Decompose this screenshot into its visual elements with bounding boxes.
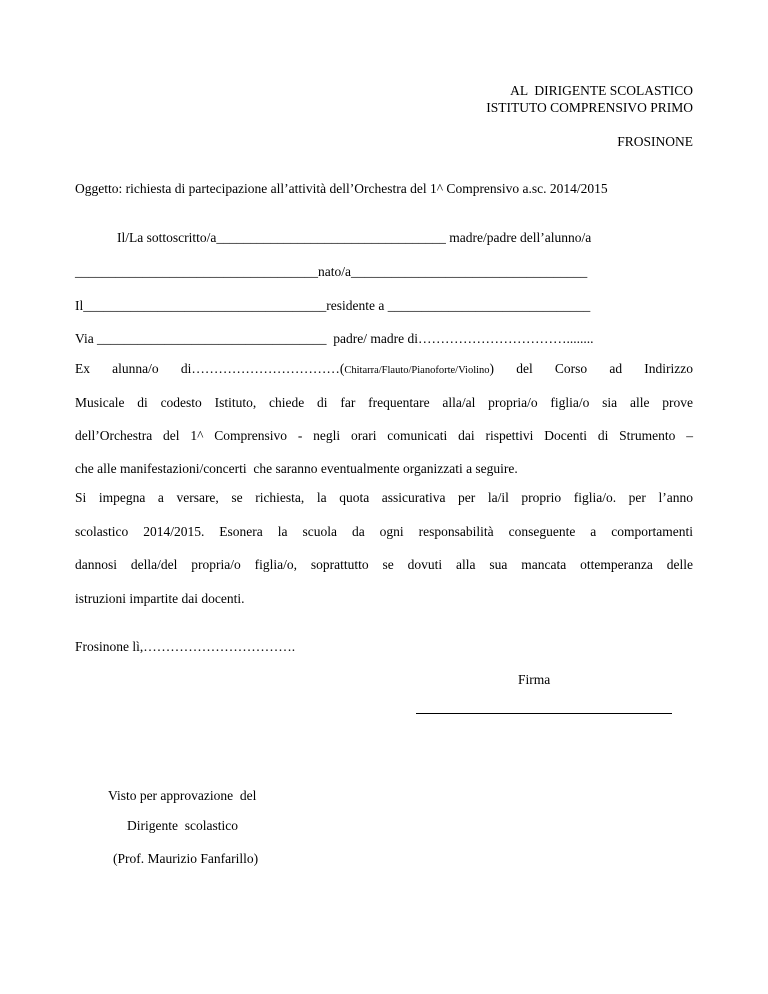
form-line-address: Via __________________________________ padre/ madre di……………………………........: [75, 331, 594, 346]
subject-line: Oggetto: richiesta di partecipazione all’attività dell’Orchestra del 1^ Comprensivo a.sc. 2014/2015: [75, 181, 608, 196]
body-line-6: dannosi della/del propria/o figlia/o, soprattutto se dovuti alla sua mancata ottemperanza delle: [75, 557, 693, 572]
form-line-birth: ____________________________________nato/a___________________________________: [75, 264, 588, 279]
body-line-4: Si impegna a versare, se richiesta, la quota assicurativa per la/il proprio figlia/o. per l’anno: [75, 490, 693, 505]
body-line-3: che alle manifestazioni/concerti che saranno eventualmente organizzati a seguire.: [75, 461, 518, 476]
approval-line-1: Visto per approvazione del: [108, 788, 257, 803]
form-line-residence: Il____________________________________residente a ______________________________: [75, 298, 591, 313]
place-date: Frosinone lì,…………………………….: [75, 639, 296, 654]
course-label: ) del Corso ad Indirizzo: [489, 361, 693, 376]
signature-label: Firma: [518, 672, 551, 687]
instrument-list: Chitarra/Flauto/Pianoforte/Violino: [344, 365, 490, 376]
signature-line: [416, 713, 672, 714]
recipient-line-2: ISTITUTO COMPRENSIVO PRIMO: [486, 100, 693, 115]
body-line-2: dell’Orchestra del 1^ Comprensivo - negli orari comunicati dai rispettivi Docenti di Strumento –: [75, 428, 693, 443]
form-line-applicant: Il/La sottoscritto/a__________________________________ madre/padre dell’alunno/a: [117, 230, 592, 245]
body-line-1: Musicale di codesto Istituto, chiede di far frequentare alla/al propria/o figlia/o sia alle prove: [75, 395, 693, 410]
body-line-5: scolastico 2014/2015. Esonera la scuola da ogni responsabilità conseguente a comportamenti: [75, 524, 693, 539]
approval-line-3: (Prof. Maurizio Fanfarillo): [113, 851, 259, 866]
former-student-label: Ex alunna/o di……………………………(: [75, 361, 345, 376]
body-line-7: istruzioni impartite dai docenti.: [75, 591, 245, 606]
approval-line-2: Dirigente scolastico: [127, 818, 238, 833]
recipient-city: FROSINONE: [617, 134, 693, 149]
form-line-former-student: [75, 361, 693, 377]
recipient-line-1: AL DIRIGENTE SCOLASTICO: [510, 83, 693, 98]
